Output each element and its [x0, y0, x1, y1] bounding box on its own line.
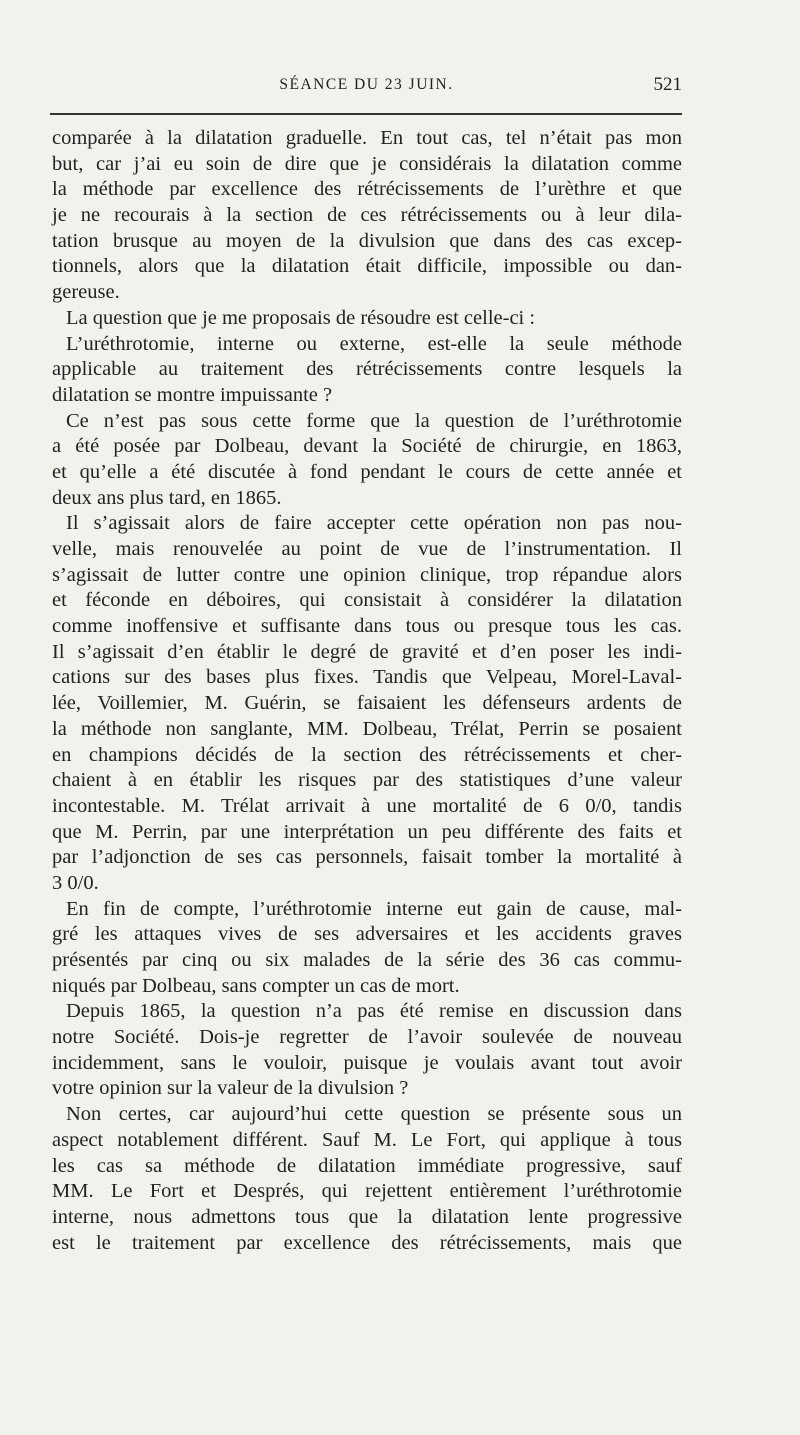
text-line: et qu’elle a été discutée à fond pendant le cours de cette année et [52, 460, 682, 483]
text-line: dilatation se montre impuissante ? [52, 383, 333, 406]
text-line: chaient à en établir les risques par des statistiques d’une valeur [52, 769, 682, 792]
text-line: interne, nous admettons tous que la dilatation lente progressive [52, 1205, 682, 1228]
text-line: velle, mais renouvelée au point de vue de l’instrumentation. Il [52, 538, 682, 560]
text-line: tionnels, alors que la dilatation était difficile, impossible ou dan- [52, 255, 682, 278]
text-line: présentés par cinq ou six malades de la série des 36 cas commu- [52, 949, 682, 971]
text-line: La question que je me proposais de résoudre est celle-ci : [66, 306, 536, 329]
text-line: par l’adjonction de ses cas personnels, faisait tomber la mortalité à [52, 846, 682, 869]
text-line: comme inoffensive et suffisante dans tous ou presque tous les cas. [52, 615, 682, 638]
text-line: comparée à la dilatation graduelle. En tout cas, tel n’était pas mon [52, 127, 682, 149]
text-line: la méthode par excellence des rétrécissements de l’urèthre et que [52, 178, 682, 201]
text-line: lée, Voillemier, M. Guérin, se faisaient les défenseurs ardents de [52, 692, 682, 715]
text-line: but, car j’ai eu soin de dire que je considérais la dilatation comme [52, 152, 682, 175]
text-line: les cas sa méthode de dilatation immédiate progressive, sauf [52, 1154, 682, 1177]
running-head [51, 72, 682, 100]
text-line: s’agissait de lutter contre une opinion clinique, trop répandue alors [52, 563, 682, 586]
text-line: En fin de compte, l’uréthrotomie interne eut gain de cause, mal- [66, 897, 682, 920]
text-line: gereuse. [52, 281, 120, 304]
text-line: la méthode non sanglante, MM. Dolbeau, Trélat, Perrin se posaient [52, 717, 682, 740]
header-rule [50, 113, 682, 115]
text-line: votre opinion sur la valeur de la divulsion ? [52, 1077, 409, 1100]
text-line: Il s’agissait alors de faire accepter cette opération non pas nou- [66, 512, 682, 535]
text-line: L’uréthrotomie, interne ou externe, est-elle la seule méthode [66, 332, 682, 355]
text-line: gré les attaques vives de ses adversaires et les accidents graves [52, 923, 682, 946]
text-line: Ce n’est pas sous cette forme que la question de l’uréthrotomie [66, 409, 682, 432]
text-line: est le traitement par excellence des rétrécissements, mais que [52, 1231, 682, 1254]
text-line: incontestable. M. Trélat arrivait à une mortalité de 6 0/0, tandis [52, 794, 682, 817]
text-line: niqués par Dolbeau, sans compter un cas de mort. [52, 974, 460, 997]
text-line: notre Société. Dois-je regretter de l’avoir soulevée de nouveau [52, 1026, 682, 1049]
body-text [52, 126, 682, 1256]
text-line: tation brusque au moyen de la divulsion que dans des cas excep- [52, 229, 682, 252]
page-number: 521 [653, 74, 682, 95]
text-line: je ne recourais à la section de ces rétrécissements ou à leur dila- [52, 204, 682, 227]
text-line: Il s’agissait d’en établir le degré de gravité et d’en poser les indi- [52, 640, 682, 663]
text-line: deux ans plus tard, en 1865. [52, 486, 282, 509]
text-line: a été posée par Dolbeau, devant la Société de chirurgie, en 1863, [52, 435, 682, 458]
text-line: que M. Perrin, par une interprétation un peu différente des faits et [52, 820, 682, 843]
text-line: Depuis 1865, la question n’a pas été remise en discussion dans [66, 1000, 682, 1023]
text-line: incidemment, sans le vouloir, puisque je voulais avant tout avoir [52, 1051, 682, 1074]
text-line: Non certes, car aujourd’hui cette question se présente sous un [66, 1103, 682, 1126]
text-line: en champions décidés de la section des rétrécissements et cher- [52, 743, 682, 766]
text-line: MM. Le Fort et Després, qui rejettent entièrement l’uréthrotomie [52, 1180, 682, 1203]
text-line: aspect notablement différent. Sauf M. Le Fort, qui applique à tous [52, 1128, 682, 1151]
text-line: et féconde en déboires, qui consistait à considérer la dilatation [52, 589, 682, 612]
text-line: cations sur des bases plus fixes. Tandis que Velpeau, Morel-Laval- [52, 666, 682, 689]
text-line: 3 0/0. [52, 871, 99, 894]
text-line: applicable au traitement des rétrécissements contre lesquels la [52, 358, 682, 381]
running-head-title: SÉANCE DU 23 JUIN. [279, 76, 454, 93]
